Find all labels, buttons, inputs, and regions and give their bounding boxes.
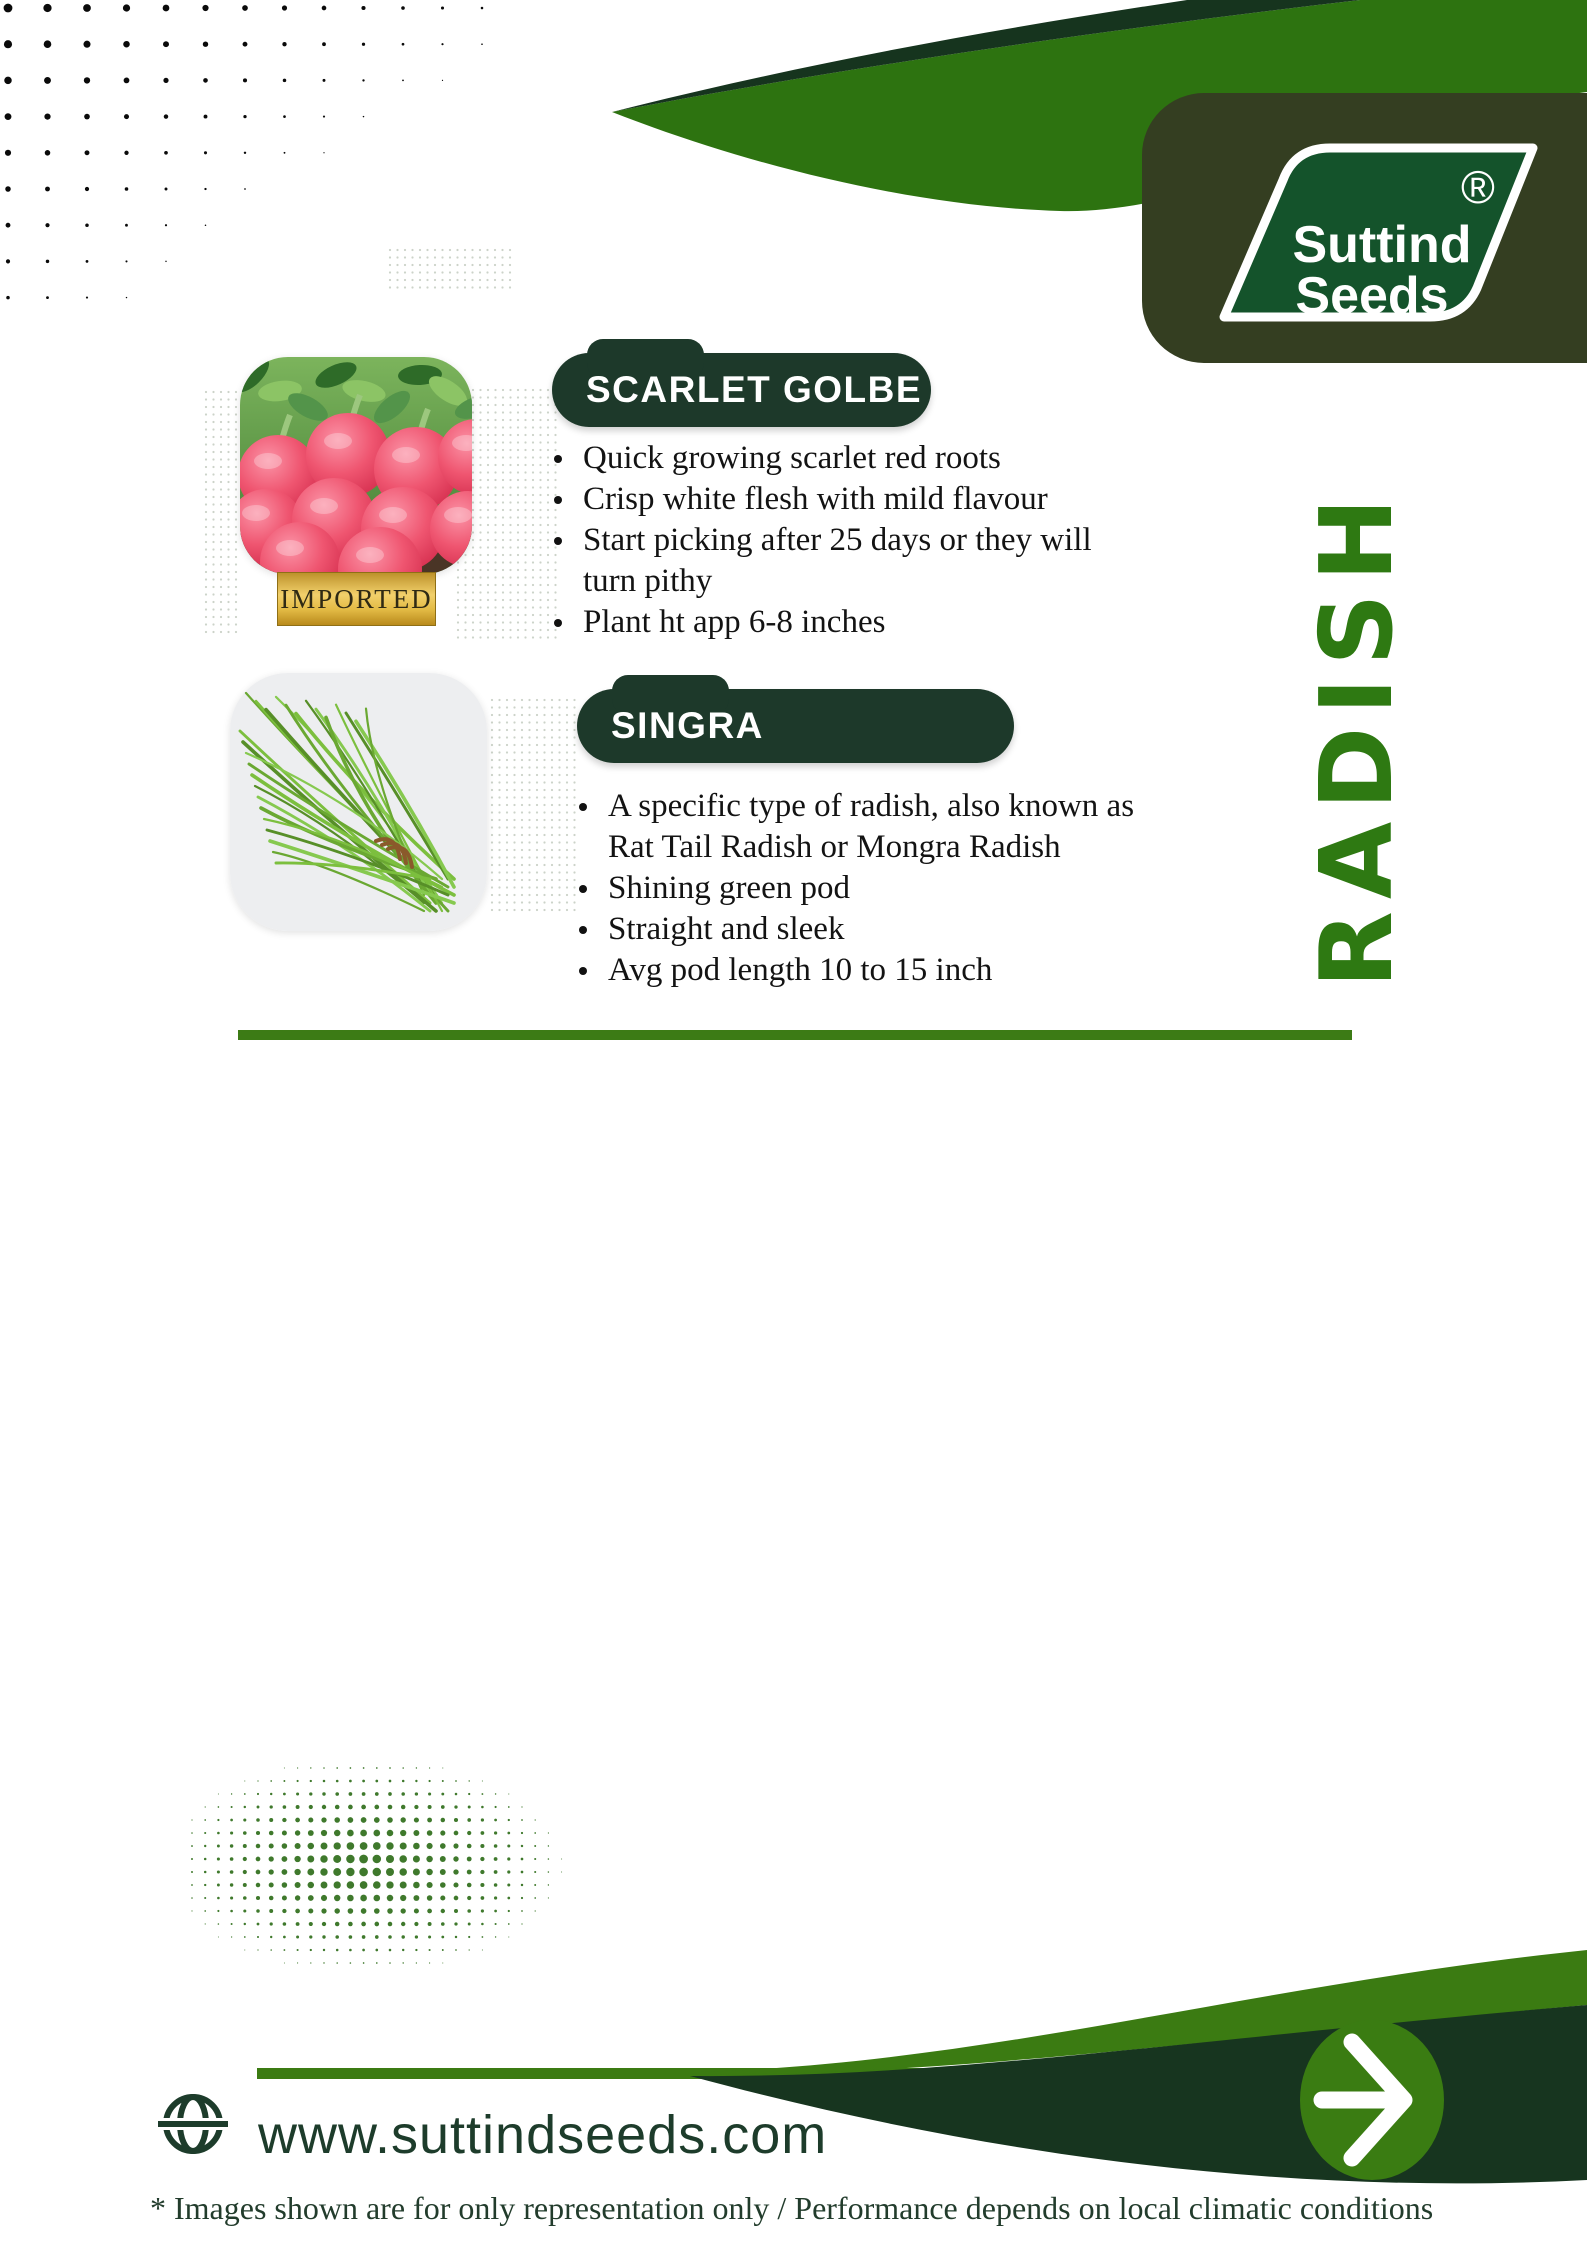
footer-swoosh-decoration <box>0 1860 1587 2245</box>
suttind-seeds-logo <box>0 0 1587 400</box>
scarlet-golbe-bullet-list <box>545 438 1093 643</box>
globe-icon <box>156 2090 230 2164</box>
singra-photo <box>230 673 487 931</box>
logo-text-line2: Seeds <box>1295 267 1449 325</box>
bullet-item: Plant ht app 6-8 inches <box>545 602 1093 643</box>
product-heading-scarlet-golbe <box>552 353 931 427</box>
bullet-item: Straight and sleek <box>570 909 1162 950</box>
product-heading-singra <box>577 689 1014 763</box>
imported-badge <box>277 572 436 626</box>
bullet-item: Avg pod length 10 to 15 inch <box>570 950 1162 991</box>
product-name-label: SCARLET GOLBE <box>586 369 923 410</box>
category-label-radish: RADISH <box>1298 485 1415 989</box>
rat-tail-radish-bundle-illustration <box>230 673 487 931</box>
bullet-item: A specific type of radish, also known as Rat Tail Radish or Mongra Radish <box>570 786 1162 868</box>
imported-badge-label: IMPORTED <box>280 583 433 614</box>
bullet-item: Start picking after 25 days or they will turn pithy <box>545 520 1093 602</box>
bullet-item: Quick growing scarlet red roots <box>545 438 1093 479</box>
bullet-item: Shining green pod <box>570 868 1162 909</box>
logo-text-line1: Suttind <box>1292 216 1472 274</box>
product-name-label: SINGRA <box>611 705 764 746</box>
singra-bullet-list <box>570 786 1162 991</box>
website-url: www.suttindseeds.com <box>258 2105 828 2165</box>
bullet-item: Crisp white flesh with mild flavour <box>545 479 1093 520</box>
disclaimer-text: * Images shown are for only representation only / Performance depends on local climatic conditions <box>150 2190 1434 2226</box>
section-divider-line <box>238 1030 1352 1040</box>
registered-mark-icon: ® <box>1461 161 1495 213</box>
